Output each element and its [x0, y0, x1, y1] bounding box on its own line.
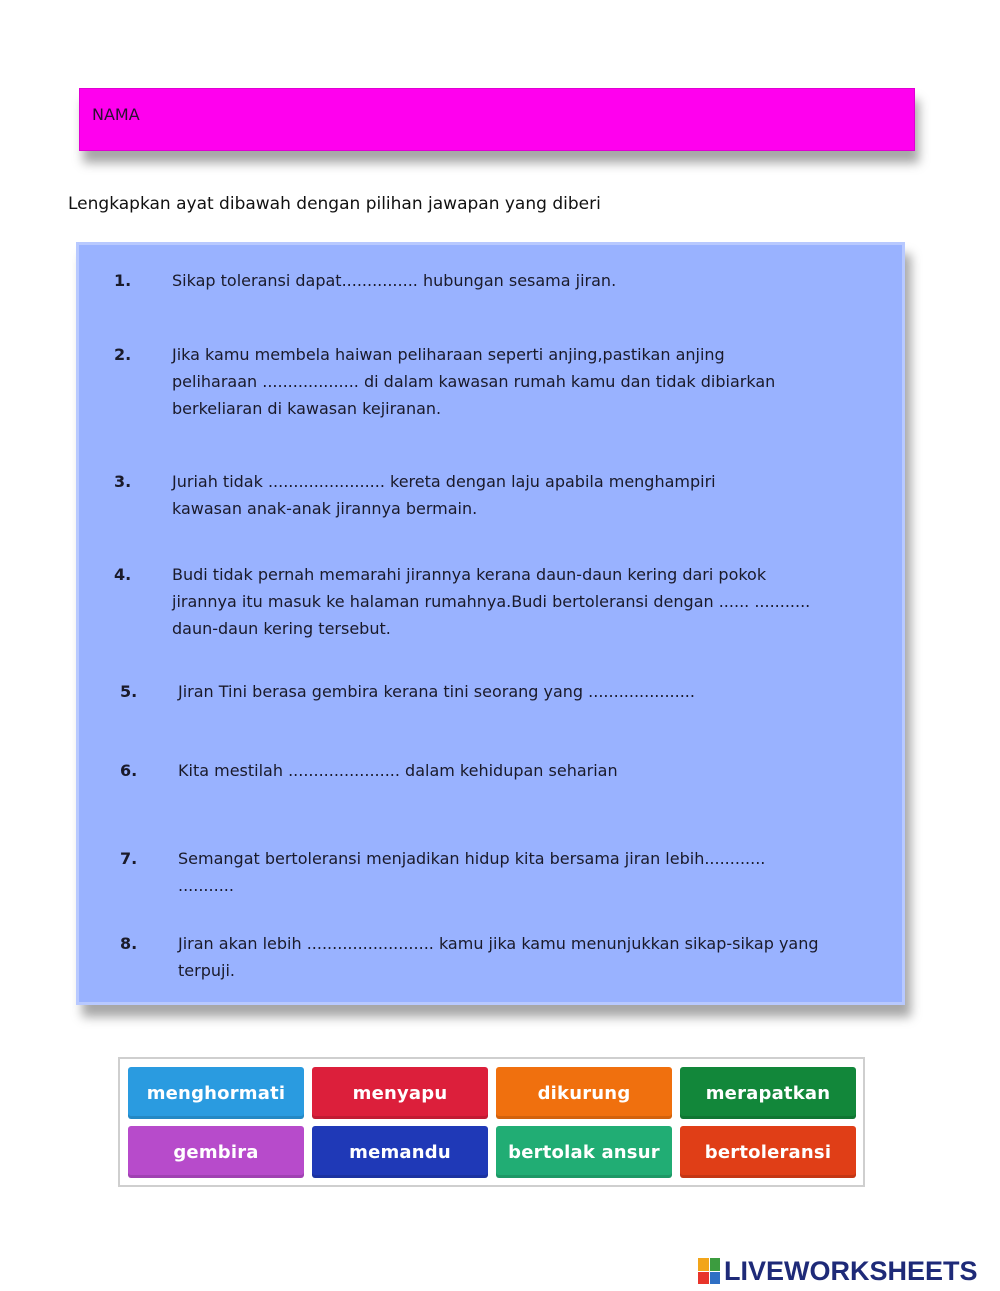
choice-dikurung[interactable]: dikurung: [496, 1067, 672, 1119]
question-text: Kita mestilah ...................... dalam kehidupan seharian: [178, 761, 618, 780]
choice-menyapu[interactable]: menyapu: [312, 1067, 488, 1119]
instruction-text: Lengkapkan ayat dibawah dengan pilihan jawapan yang diberi: [68, 194, 601, 214]
answer-choices: [118, 1057, 865, 1187]
liveworksheets-brand: [698, 1255, 978, 1287]
question-text: Jiran akan lebih ......................... kamu jika kamu menunjukkan sikap-sikap yang terpuji.: [178, 934, 819, 980]
choice-memandu[interactable]: memandu: [312, 1126, 488, 1178]
question-number: 8.: [120, 934, 138, 953]
choice-gembira[interactable]: gembira: [128, 1126, 304, 1178]
question-text: Sikap toleransi dapat............... hubungan sesama jiran.: [172, 271, 617, 290]
question-number: 4.: [114, 565, 132, 584]
question-text: Juriah tidak ....................... kereta dengan laju apabila menghampiri kawasan anak-anak jirannya bermain.: [172, 472, 716, 518]
question-number: 6.: [120, 761, 138, 780]
question-text: Jika kamu membela haiwan peliharaan seperti anjing,pastikan anjing peliharaan ................... di dalam kawasan rumah kamu dan tidak dibiarkan berkeliaran di kawasan kejiranan.: [172, 345, 776, 418]
question-number: 1.: [114, 271, 132, 290]
question-number: 2.: [114, 345, 132, 364]
question-text: Budi tidak pernah memarahi jirannya kerana daun-daun kering dari pokok jirannya itu masuk ke halaman rumahnya.Budi bertoleransi dengan ...... ........... daun-daun kering tersebut.: [172, 565, 811, 638]
liveworksheets-logo-icon: [698, 1258, 720, 1284]
question-text: Semangat bertoleransi menjadikan hidup kita bersama jiran lebih............ ...........: [178, 849, 766, 895]
choice-menghormati[interactable]: menghormati: [128, 1067, 304, 1119]
question-number: 7.: [120, 849, 138, 868]
question-number: 5.: [120, 682, 138, 701]
question-number: 3.: [114, 472, 132, 491]
choice-bertoleransi[interactable]: bertoleransi: [680, 1126, 856, 1178]
choice-bertolak-ansur[interactable]: bertolak ansur: [496, 1126, 672, 1178]
question-text: Jiran Tini berasa gembira kerana tini seorang yang .....................: [178, 682, 695, 701]
name-field[interactable]: [79, 88, 915, 151]
brand-name: LIVEWORKSHEETS: [724, 1255, 978, 1286]
name-label: NAMA: [92, 105, 140, 124]
question-panel: [76, 242, 905, 1005]
choice-merapatkan[interactable]: merapatkan: [680, 1067, 856, 1119]
